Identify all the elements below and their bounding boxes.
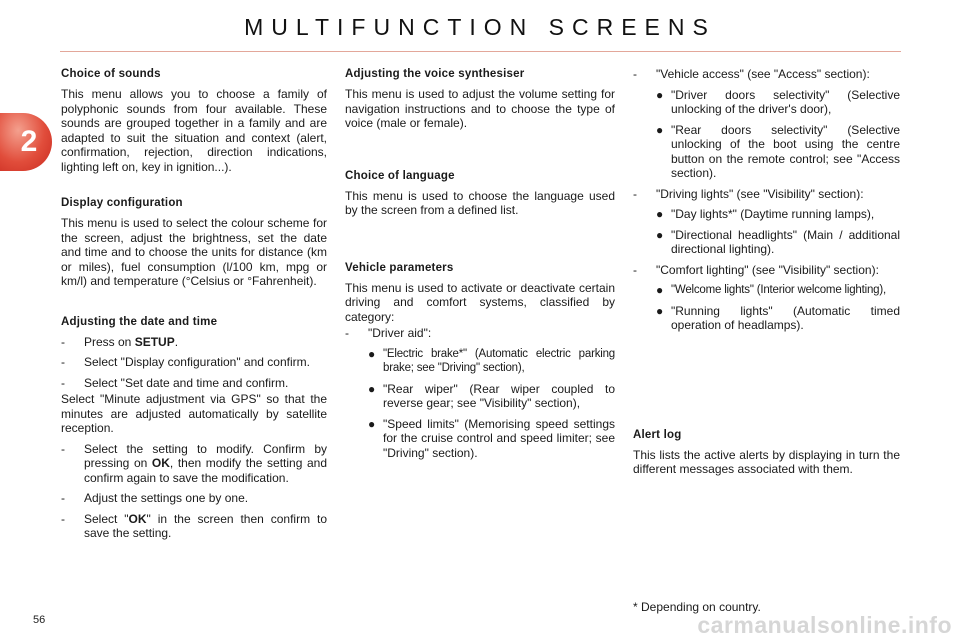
- display-body: This menu is used to select the colour scheme for the screen, adjust the brightness, set the date and time and to choose the units for distance (km or miles), fuel consumption (l/100 km, mpg or km/l) and temperature (°Celsius or °Fahrenheit).: [61, 216, 327, 288]
- alert-log-heading: Alert log: [633, 428, 682, 441]
- column-left: [61, 67, 327, 541]
- datetime-step-5: - Adjust the settings one by one.: [61, 491, 327, 506]
- bullet-icon: ●: [656, 87, 664, 102]
- bullet-icon: ●: [656, 283, 664, 297]
- page-number: 56: [33, 614, 46, 626]
- electric-brake-item: ● "Electric brake*" (Automatic electric parking brake; see "Driving" section),: [368, 346, 615, 374]
- datetime-step-4: - Select the setting to modify. Confirm by pressing on OK, then modify the setting and confirm again to save the modification.: [61, 442, 327, 486]
- datetime-step-6: - Select "OK" in the screen then confirm to save the setting.: [61, 512, 327, 541]
- driver-doors-item: ● "Driver doors selectivity" (Selective unlocking of the driver's door),: [656, 87, 900, 116]
- language-body: This menu is used to choose the language used by the screen from a defined list.: [345, 188, 615, 217]
- datetime-gps-note: Select "Minute adjustment via GPS" so that the minutes are adjusted automatically by satellite reception.: [61, 392, 327, 435]
- sounds-heading: Choice of sounds: [61, 68, 161, 80]
- column-right: [633, 67, 900, 477]
- rear-wiper-item: ● "Rear wiper" (Rear wiper coupled to reverse gear; see "Visibility" section),: [368, 381, 615, 410]
- bullet-icon: ●: [656, 122, 664, 137]
- alert-log-body: This lists the active alerts by displaying in turn the different messages associated with them.: [633, 447, 900, 476]
- bullet-icon: ●: [656, 207, 664, 221]
- vehicle-access-item: - "Vehicle access" (see "Access" section):: [633, 67, 900, 82]
- speed-limits-item: ● "Speed limits" (Memorising speed settings for the cruise control and speed limiter; see "Driving" section).: [368, 416, 615, 460]
- footnote: * Depending on country.: [633, 600, 761, 614]
- bullet-icon: ●: [368, 381, 376, 396]
- bullet-icon: ●: [368, 346, 376, 361]
- rear-doors-item: ● "Rear doors selectivity" (Selective unlocking of the boot using the centre button on the remote control; see "Access section).: [656, 122, 900, 180]
- ok-key: OK: [151, 456, 170, 470]
- driver-aid-item: - "Driver aid":: [345, 326, 615, 341]
- welcome-lights-item: ● "Welcome lights" (Interior welcome lighting),: [656, 283, 886, 297]
- chapter-badge: 2: [0, 113, 52, 171]
- datetime-step-1: - Press on SETUP.: [61, 335, 327, 350]
- setup-key: SETUP: [134, 334, 175, 349]
- page-title: MULTIFUNCTION SCREENS: [244, 14, 716, 40]
- language-heading: Choice of language: [345, 169, 455, 182]
- driving-lights-item: - "Driving lights" (see "Visibility" section):: [633, 187, 900, 202]
- datetime-step-2: - Select "Display configuration" and confirm.: [61, 355, 327, 370]
- title-divider: [60, 51, 901, 52]
- voice-heading: Adjusting the voice synthesiser: [345, 68, 525, 80]
- vehicle-body: This menu is used to activate or deactivate certain driving and comfort systems, classified by category:: [345, 280, 615, 324]
- day-lights-item: ● "Day lights*" (Daytime running lamps),: [656, 207, 875, 221]
- ok-key: OK: [128, 511, 147, 526]
- vehicle-heading: Vehicle parameters: [345, 261, 454, 274]
- running-lights-item: ● "Running lights" (Automatic timed operation of headlamps).: [656, 303, 900, 332]
- voice-body: This menu is used to adjust the volume setting for navigation instructions and to choose the type of voice (male or female).: [345, 87, 615, 130]
- bullet-icon: ●: [656, 227, 664, 242]
- datetime-heading: Adjusting the date and time: [61, 315, 218, 328]
- watermark: carmanualsonline.info: [697, 612, 952, 638]
- sounds-body: This menu allows you to choose a family of polyphonic sounds from four available. These sounds are grouped together in a family and are adapted to suit the situation and context (alert, confirmation, rejection, direction indications, lighting left on, key in ignition...).: [61, 87, 327, 174]
- bullet-icon: ●: [368, 416, 376, 431]
- datetime-step-3: - Select "Set date and time and confirm.: [61, 376, 327, 391]
- directional-headlights-item: ● "Directional headlights" (Main / additional directional lighting).: [656, 227, 900, 256]
- column-middle: [345, 67, 615, 460]
- comfort-lighting-item: - "Comfort lighting" (see "Visibility" section):: [633, 263, 900, 278]
- bullet-icon: ●: [656, 303, 664, 318]
- display-heading: Display configuration: [61, 197, 183, 209]
